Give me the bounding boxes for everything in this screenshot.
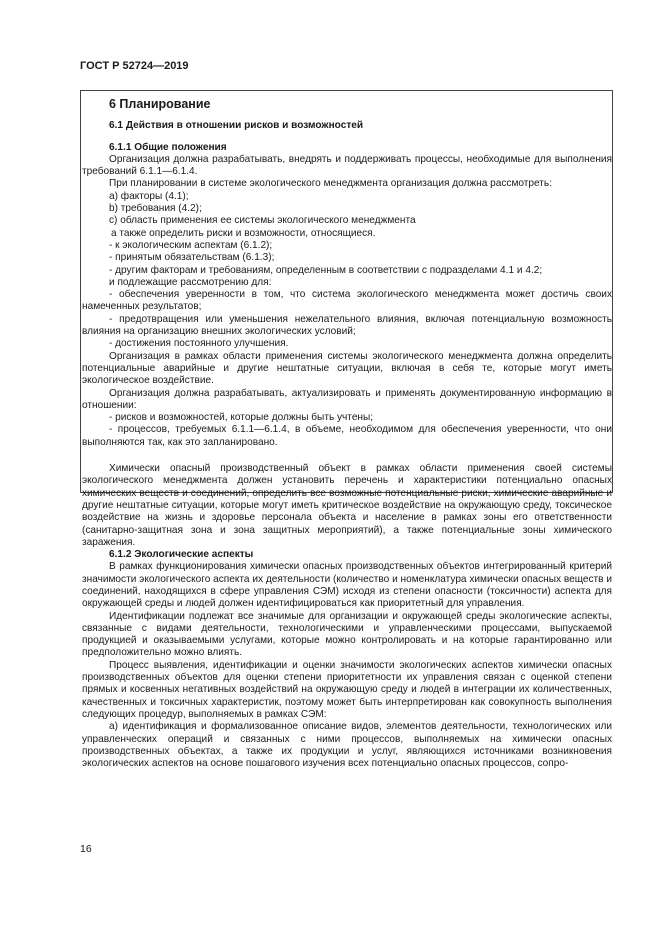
boxed-list-item: - процессов, требуемых 6.1.1—6.1.4, в объеме, необходимом для обеспечения уверенности, что они выполняются так, как это запланировано. (82, 424, 612, 448)
body-paragraph: В рамках функционирования химически опасных производственных объектов интегрированный критерий значимости экологического аспекта их деятельности (количество и номенклатура химически опасных веществ и соединений, находящихся в сфере управления СЭМ) исходя из степени опасности (токсичности) аспекта для окружающей среды и людей должен идентифицироваться как приоритетный для управления. (82, 561, 612, 610)
subsection-heading: 6.1.2 Экологические аспекты (109, 549, 254, 561)
boxed-paragraph: а также определить риски и возможности, относящиеся. (111, 227, 376, 239)
body-paragraph: Химически опасный производственный объект в рамках области применения своей системы экологического менеджмента должен установить перечень и характеристики потенциально опасных химических веществ и соединений, определить все возможные потенциальные риски, химические аварийные и другие нештатные ситуации, которые могут иметь критическое воздействие на окружающую среду, токсическое воздействие на жизнь и здоровье персонала объекта и население в рамках зоны его ответственности (санитарно-защитная зона и зона защитных мероприятий), а также потенциальные зоны химического заражения. (82, 463, 612, 548)
boxed-list-item: - принятым обязательствам (6.1.3); (109, 252, 275, 264)
boxed-paragraph: При планировании в системе экологического менеджмента организация должна рассмотреть: (109, 178, 552, 190)
boxed-list-item: - рисков и возможностей, которые должны быть учтены; (109, 412, 374, 424)
body-paragraph: а) идентификация и формализованное описание видов, элементов деятельности, технологических или управленческих операций и связанных с ними процессов, выполняемых на химически опасных производственных объектах, а также их продукции и услуг, являющихся источниками возникновения экологических аспектов на основе пошагового изучения всех потенциально опасных процессов, сопро- (82, 721, 612, 770)
subsection-heading: 6.1.1 Общие положения (109, 141, 227, 153)
boxed-list-item: - предотвращения или уменьшения нежелательного влияния, включая потенциальную возможность влияния на организацию внешних экологических условий; (82, 313, 612, 338)
boxed-paragraph: Организация должна разрабатывать, внедрять и поддерживать процессы, необходимые для выполнения требований 6.1.1—6.1.4. (82, 153, 612, 178)
body-paragraph: Процесс выявления, идентификации и оценки значимости экологических аспектов химически опасных производственных объектов для оценки степени приоритетности их управления связан с оценкой степени прямых и косвенных негативных воздействий на окружающую среду и людей в интеграции их количественных, качественных и токсичных характеристик, поэтому может быть интерпретирован как совокупность выполнения следующих процедур, выполняемых в рамках СЭМ: (82, 659, 612, 720)
boxed-list-item: a) факторы (4.1); (109, 190, 189, 202)
boxed-paragraph: и подлежащие рассмотрению для: (109, 276, 272, 288)
chapter-heading: 6 Планирование (109, 97, 211, 111)
body-paragraph: Идентификации подлежат все значимые для организации и окружающей среды экологические аспекты, связанные с видами деятельности, технологическими и управленческими процессами, выпускаемой продукцией и оказываемыми услугами, которые можно контролировать и на которые гарантированно или предположительно можно влиять. (82, 610, 612, 659)
frame-spacer (82, 449, 612, 463)
boxed-paragraph: Организация в рамках области применения системы экологического менеджмента должна определить потенциальные аварийные и другие нештатные ситуации, включая в себя те, которые могут иметь экологическое воздействие. (82, 350, 612, 387)
boxed-list-item: - к экологическим аспектам (6.1.2); (109, 239, 273, 251)
boxed-paragraph: Организация должна разрабатывать, актуализировать и применять документированную информацию в отношении: (82, 387, 612, 411)
page-header-standard: ГОСТ Р 52724—2019 (80, 60, 189, 72)
section-heading: 6.1 Действия в отношении рисков и возможностей (109, 120, 364, 132)
boxed-list-item: - достижения постоянного улучшения. (109, 338, 289, 350)
boxed-list-item: - другим факторам и требованиям, определенным в соответствии с подразделами 4.1 и 4.2; (109, 264, 543, 276)
boxed-list-item: - обеспечения уверенности в том, что система экологического менеджмента может достичь своих намеченных результатов; (82, 289, 612, 313)
document-content (82, 95, 612, 770)
boxed-list-item: b) требования (4.2); (109, 203, 202, 215)
page-number: 16 (80, 843, 92, 855)
boxed-list-item: c) область применения ее системы экологического менеджмента (109, 215, 416, 227)
